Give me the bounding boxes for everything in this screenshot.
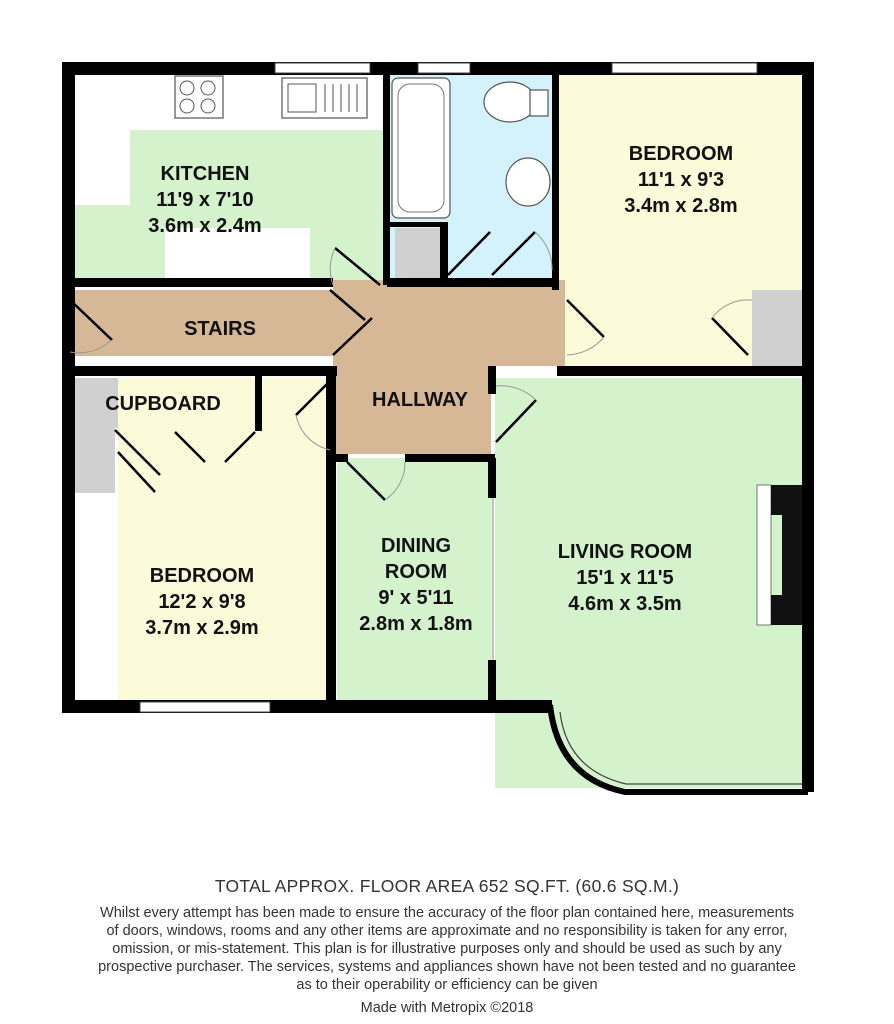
living-room-label-line: LIVING ROOM [557, 541, 693, 563]
room-label-kitchen [148, 163, 261, 237]
kitchen-label-line: KITCHEN [160, 163, 250, 185]
room-label-hallway: HALLWAY [372, 389, 468, 411]
toilet-icon [484, 82, 536, 122]
basin-icon [506, 158, 550, 206]
fireplace-hearth [757, 485, 771, 625]
disclaimer-line: as to their operability or efficiency can be given [296, 977, 598, 993]
bedroom-2-area [118, 378, 328, 705]
bedroom-1-label-line: 3.4m x 2.8m [624, 195, 738, 217]
bedroom-2-label-line: 3.7m x 2.9m [145, 617, 259, 639]
dining-room-label-line: DINING [381, 535, 451, 557]
bathroom-storage [395, 228, 445, 278]
bedroom-1-label-line: 11'1 x 9'3 [637, 169, 725, 191]
toilet-cistern [530, 90, 548, 116]
dining-room-label-line: ROOM [384, 561, 448, 583]
room-label-living-room [558, 541, 692, 615]
bedroom-1-cupboard [752, 290, 802, 368]
credit: Made with Metropix ©2018 [360, 1000, 534, 1016]
disclaimer [0, 904, 894, 994]
cupboard-area-side [75, 428, 115, 493]
bathtub-inner [398, 84, 444, 212]
dining-room-label-line: 9' x 5'11 [378, 587, 454, 609]
bedroom-1-label-line: BEDROOM [628, 143, 734, 165]
living-room-label-line: 15'1 x 11'5 [576, 567, 674, 589]
room-label-stairs: STAIRS [184, 318, 256, 340]
bedroom-2-label-line: 12'2 x 9'8 [158, 591, 246, 613]
kitchen-label-line: 11'9 x 7'10 [156, 189, 254, 211]
disclaimer-line: prospective purchaser. The services, systems and appliances shown have not been tested and no guarantee [98, 959, 796, 975]
disclaimer-line: of doors, windows, rooms and any other items are approximate and no responsibility is taken for any error, [106, 923, 788, 939]
kitchen-worktop-left [75, 75, 130, 205]
disclaimer-line: Whilst every attempt has been made to ensure the accuracy of the floor plan contained here, measurements [100, 905, 794, 921]
dining-room-label-line: 2.8m x 1.8m [359, 613, 473, 635]
kitchen-label-line: 3.6m x 2.4m [148, 215, 262, 237]
living-room-label-line: 4.6m x 3.5m [568, 593, 682, 615]
room-label-bedroom-1 [624, 143, 737, 217]
bedroom-2-label-line: BEDROOM [149, 565, 255, 587]
room-label-cupboard: CUPBOARD [105, 393, 221, 415]
bedroom-2-wardrobe-gap [75, 495, 118, 705]
room-label-bedroom-2 [145, 565, 258, 639]
total-floor-area: TOTAL APPROX. FLOOR AREA 652 SQ.FT. (60.6 SQ.M.) [214, 876, 680, 896]
disclaimer-line: omission, or mis-statement. This plan is for illustrative purposes only and should be used as such by any [112, 941, 782, 957]
